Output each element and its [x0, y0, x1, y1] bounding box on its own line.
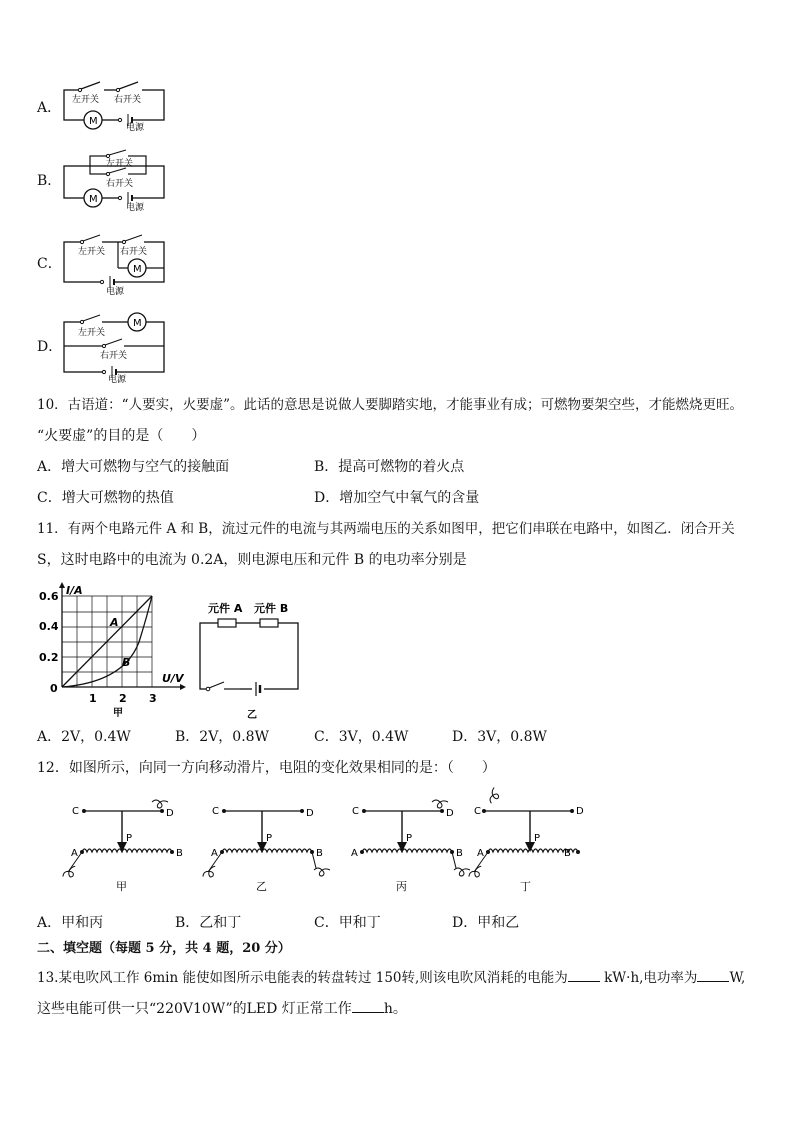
q10-option-d: D．增加空气中氧气的含量: [314, 490, 480, 506]
svg-text:M: M: [89, 194, 98, 205]
svg-text:I/A: I/A: [66, 584, 83, 597]
svg-text:C: C: [352, 806, 359, 817]
option-d-label: D．: [37, 339, 63, 355]
svg-text:左开关: 左开关: [106, 159, 134, 169]
svg-text:U/V: U/V: [162, 672, 184, 685]
svg-text:甲: 甲: [116, 880, 127, 893]
svg-text:乙: 乙: [256, 880, 267, 893]
q10-stem-line2: “火要虚”的目的是（ ）: [37, 428, 206, 444]
svg-text:3: 3: [149, 692, 157, 705]
svg-text:A: A: [110, 616, 119, 629]
rheostat-figure-yi: [202, 806, 330, 893]
svg-text:元件 A: 元件 A: [208, 602, 243, 615]
q12-option-a: A．甲和丙: [37, 915, 104, 931]
q13-text-2: kW·h,电功率为: [599, 970, 698, 986]
q11-option-d: D．3V，0.8W: [452, 729, 547, 745]
svg-text:右开关: 右开关: [100, 351, 128, 361]
svg-text:电源: 电源: [126, 123, 145, 133]
svg-text:B: B: [456, 848, 463, 859]
q11-stem-line2: S，这时电路中的电流为 0.2A，则电源电压和元件 B 的电功率分别是: [37, 552, 467, 568]
svg-text:D: D: [446, 808, 454, 819]
svg-text:丁: 丁: [520, 880, 531, 893]
svg-text:M: M: [89, 116, 98, 127]
svg-text:电源: 电源: [126, 203, 145, 213]
q10-option-a: A．增大可燃物与空气的接触面: [37, 459, 230, 475]
q13-line2: [37, 998, 407, 1018]
svg-text:左开关: 左开关: [78, 247, 106, 257]
svg-text:右开关: 右开关: [106, 179, 134, 189]
svg-text:B: B: [122, 656, 131, 669]
svg-text:电源: 电源: [108, 375, 127, 385]
svg-text:左开关: 左开关: [72, 95, 100, 105]
svg-text:A: A: [351, 848, 358, 859]
svg-text:D: D: [166, 808, 174, 819]
svg-text:M: M: [133, 264, 142, 275]
svg-text:1: 1: [89, 692, 97, 705]
q11-option-b: B．2V，0.8W: [175, 729, 269, 745]
section-fill-blank-heading: 二、填空题（每题 5 分，共 4 题，20 分）: [37, 941, 291, 956]
q10-option-c: C．增大可燃物的热值: [37, 490, 174, 506]
q12-option-b: B．乙和丁: [175, 915, 242, 931]
svg-text:A: A: [71, 848, 78, 859]
svg-text:P: P: [266, 833, 273, 844]
svg-text:D: D: [306, 808, 314, 819]
option-b-label: B．: [37, 173, 62, 189]
circuit-diagram-c: [58, 232, 170, 298]
q13-blank-3[interactable]: [352, 998, 384, 1013]
rheostat-figures: [54, 792, 582, 896]
q10-stem-line1: 10．古语道：“人要实，火要虚”。此话的意思是说做人要脚踏实地，才能事业有成；可燃物要架空些，才能燃烧更旺。: [37, 397, 743, 413]
rheostat-figure-jia: [62, 800, 183, 893]
q13-text-5: h。: [383, 1001, 407, 1017]
q12-option-c: C．甲和丁: [314, 915, 381, 931]
svg-text:P: P: [126, 833, 133, 844]
q12-option-d: D．甲和乙: [452, 915, 520, 931]
iu-graph-figure: [34, 582, 186, 720]
svg-text:B: B: [564, 848, 571, 859]
svg-text:0.2: 0.2: [39, 651, 59, 664]
q13-blank-1[interactable]: [568, 967, 600, 982]
rheostat-figure-ding: [468, 787, 584, 893]
svg-text:A: A: [477, 848, 484, 859]
option-a-label: A．: [37, 100, 62, 116]
svg-text:C: C: [212, 806, 219, 817]
svg-text:C: C: [474, 806, 481, 817]
svg-text:2: 2: [119, 692, 127, 705]
circuit-diagram-b: [58, 150, 170, 214]
q13-text-4: 这些电能可供一只“220V10W”的LED 灯正常工作: [37, 1001, 352, 1017]
svg-text:0.4: 0.4: [39, 620, 59, 633]
svg-text:右开关: 右开关: [114, 95, 142, 105]
q13-line1: [37, 967, 745, 987]
svg-text:B: B: [176, 848, 183, 859]
svg-text:甲: 甲: [113, 708, 123, 719]
svg-text:左开关: 左开关: [78, 328, 106, 338]
q12-stem: 12．如图所示，向同一方向移动滑片，电阻的变化效果相同的是：（ ）: [37, 760, 496, 776]
svg-text:M: M: [133, 318, 142, 329]
option-c-label: C．: [37, 256, 62, 272]
svg-text:B: B: [316, 848, 323, 859]
svg-text:D: D: [576, 806, 584, 817]
q11-option-c: C．3V，0.4W: [314, 729, 409, 745]
circuit-diagram-a: [58, 78, 170, 133]
svg-text:P: P: [534, 833, 541, 844]
q11-stem-line1: 11．有两个电路元件 A 和 B，流过元件的电流与其两端电压的关系如图甲，把它们串联在电路中，如图乙．闭合开关: [37, 521, 735, 537]
q10-option-b: B．提高可燃物的着火点: [314, 459, 465, 475]
q13-blank-2[interactable]: [697, 967, 729, 982]
svg-text:右开关: 右开关: [120, 247, 148, 257]
svg-text:元件 B: 元件 B: [254, 602, 289, 615]
svg-text:电源: 电源: [106, 287, 125, 297]
svg-text:0.6: 0.6: [39, 590, 59, 603]
svg-text:A: A: [211, 848, 218, 859]
rheostat-figure-bing: [351, 800, 470, 893]
q13-text-1: 13.某电吹风工作 6min 能使如图所示电能表的转盘转过 150转,则该电吹风消耗的电能为: [37, 970, 568, 986]
svg-text:P: P: [406, 833, 413, 844]
q11-option-a: A．2V，0.4W: [37, 729, 131, 745]
svg-text:C: C: [72, 806, 79, 817]
svg-text:0: 0: [50, 682, 58, 695]
svg-text:丙: 丙: [396, 880, 407, 893]
q13-text-3: W,: [729, 970, 746, 986]
circuit-diagram-d: [58, 310, 170, 385]
series-circuit-figure: [192, 598, 308, 720]
svg-text:乙: 乙: [247, 710, 257, 721]
